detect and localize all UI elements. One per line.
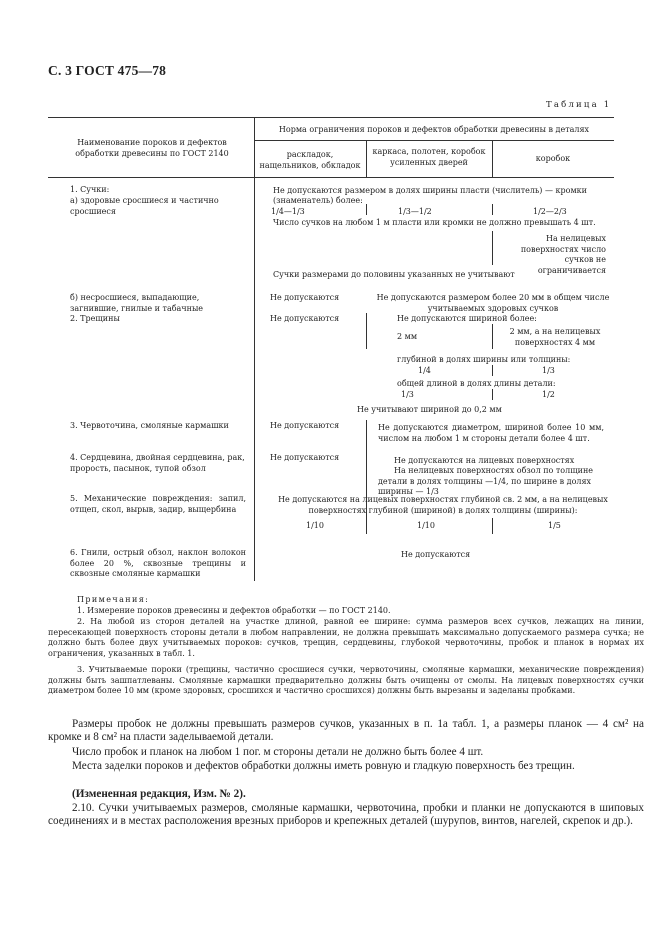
- row4-name: 4. Сердцевина, двойная сердцевина, рак, прорость, пасынок, тупой обзол: [70, 453, 245, 473]
- row6-name: 6. Гнили, острый обзол, наклон волокон более 20 %, сквозные трещины и сквозные смоляные кармашки: [70, 548, 246, 578]
- row6-span: Не допускаются: [401, 550, 471, 559]
- row5-col1-value: 1/10: [306, 521, 324, 530]
- row1-col3-note: На нелицевых поверхностях число сучков не ограничивается: [520, 234, 606, 275]
- row4-col23-line1: Не допускаются на лицевых поверхностях: [394, 456, 575, 465]
- note-1: 1. Измерение пороков древесины и дефектов обработки — по ГОСТ 2140.: [77, 606, 391, 615]
- note-2: 2. На любой из сторон деталей на участке длиной, равной ее ширине: сумма размеров всех сучков, лежащих на линии, пересекающей поверхность стороны детали в любом направлении, не должна превышать максимально допускаемого размера сучка; не должно быть более двух учитываемых пороков: сучков, трещин, сердцевины, глубокой червоточины, пробок и планок в нормах их ограничения, указанных в табл. 1.: [48, 617, 644, 658]
- row1-name: 1. Сучки:: [70, 185, 110, 194]
- row2-note: Не учитывают шириной до 0,2 мм: [357, 405, 502, 414]
- row2-depth-col2: 1/4: [418, 366, 431, 375]
- page-header: С. 3 ГОСТ 475—78: [48, 63, 167, 78]
- row2-length-rule: общей длиной в долях длины детали:: [397, 379, 556, 388]
- row1-half-note: Сучки размерами до половины указанных не учитывают: [273, 270, 515, 279]
- body-paragraph-3: Места заделки пороков и дефектов обработки должны иметь ровную и гладкую поверхность без трещин.: [72, 760, 575, 772]
- row2-col2-width: 2 мм: [397, 332, 418, 341]
- header-bottom-rule: [48, 177, 614, 178]
- row3-col1-value: Не допускаются: [270, 421, 340, 430]
- row2-length-col2: 1/3: [401, 390, 414, 399]
- row1-col2-value: 1/3—1/2: [398, 207, 432, 216]
- row1-col1-value: 1/4—1/3: [271, 207, 305, 216]
- row2-depth-col3: 1/3: [542, 366, 555, 375]
- subheader-3: коробок: [535, 154, 571, 163]
- header-split-rule: [254, 140, 614, 141]
- header-sub-divider-1: [366, 140, 367, 177]
- table-top-rule: [48, 117, 614, 118]
- row2-col3-width: 2 мм, а на нелицевых поверхностях 4 мм: [509, 327, 601, 347]
- row4-col23-line2: На нелицевых поверхностях обзол по толщине детали в долях толщины —1/4, по ширине в долях ширины — 1/3: [378, 466, 594, 496]
- row2-col1-value: Не допускаются: [270, 314, 340, 323]
- row1-mini-divider-1: [366, 204, 367, 215]
- row2-width-rule: Не допускаются шириной более:: [397, 314, 537, 323]
- row3-name: 3. Червоточина, смоляные кармашки: [70, 421, 229, 430]
- row5-span: Не допускаются на лицевых поверхностях глубиной св. 2 мм, а на нелицевых поверхностях глубиной (шириной) в долях толщины (ширины):: [278, 495, 608, 515]
- section-2-10: 2.10. Сучки учитываемых размеров, смоляные кармашки, червоточина, пробки и планки не допускаются в шиповых соединениях и в местах расположения врезных приборов и крепежных деталей (шурупов, винтов, нагелей, скрепок и др.).: [48, 802, 644, 828]
- subheader-2: каркаса, полотен, коробок усиленных дверей: [372, 147, 486, 167]
- row2-length-col3: 1/2: [542, 390, 555, 399]
- row2-length-divider: [492, 389, 493, 400]
- body-paragraph-1: Размеры пробок не должны превышать размеров сучков, указанных в п. 1а табл. 1, а размеры планок — 4 см² на кромке и 8 см² на пласти заделываемой детали.: [48, 718, 644, 744]
- row5-divider-2: [492, 518, 493, 534]
- row5-col2-value: 1/10: [417, 521, 435, 530]
- body-paragraph-2: Число пробок и планок на любом 1 пог. м стороны детали не должно быть более 4 шт.: [72, 746, 484, 758]
- row1b-col1-value: Не допускаются: [270, 293, 340, 302]
- norm-header: Норма ограничения пороков и дефектов обработки древесины в деталях: [278, 125, 590, 134]
- row1-mini-divider-2: [492, 204, 493, 215]
- row5-name: 5. Механические повреждения: запил, отщеп, скол, вырыв, задир, выщербина: [70, 494, 246, 514]
- row1-span-line2: (знаменатель) более:: [273, 196, 363, 205]
- row1-count-rule: Число сучков на любом 1 м пласти или кромки не должно превышать 4 шт.: [273, 218, 596, 227]
- notes-title: Примечания:: [77, 595, 150, 604]
- row2-left-divider: [366, 313, 367, 349]
- note-3: 3. Учитываемые пороки (трещины, частично сросшиеся сучки, червоточины, смоляные кармашки, механические повреждения) должны быть зашпатлеваны. Смоляные кармашки предварительно должны быть очищены от смолы. На лицевых поверхностях сучки диаметром более 10 мм (кроме здоровых, сросшихся и частично сросшихся) должны быть вырезаны и заделаны пробками.: [48, 665, 644, 696]
- row1a-name: а) здоровые сросшиеся и частично сросшиеся: [70, 196, 219, 216]
- row4-col1-value: Не допускаются: [270, 453, 340, 462]
- row2-depth-divider: [492, 365, 493, 376]
- header-sub-divider-2: [492, 140, 493, 177]
- row1b-col23-value: Не допускаются размером более 20 мм в общем числе учитываемых здоровых сучков: [376, 293, 610, 313]
- row2-name: 2. Трещины: [70, 314, 120, 323]
- row5-col3-value: 1/5: [548, 521, 561, 530]
- row1-note-divider: [492, 231, 493, 265]
- table-col-divider: [254, 117, 255, 581]
- row2-mid-divider: [492, 324, 493, 349]
- row2-depth-rule: глубиной в долях ширины или толщины:: [397, 355, 571, 364]
- table-number: Таблица 1: [546, 100, 612, 110]
- row3-col23-value: Не допускаются диаметром, шириной более 10 мм, числом на любом 1 м стороны детали более 4 шт.: [378, 423, 604, 443]
- row5-divider-1: [366, 518, 367, 534]
- row1-span-line1: Не допускаются размером в долях ширины пласти (числитель) — кромки: [273, 186, 587, 195]
- col1-header: Наименование пороков и дефектов обработки древесины по ГОСТ 2140: [75, 138, 229, 158]
- row1-col3-value: 1/2—2/3: [533, 207, 567, 216]
- subheader-1: раскладок, нащельников, обкладок: [259, 150, 361, 170]
- row1b-name: б) несросшиеся, выпадающие, загнившие, гнилые и табачные: [70, 293, 204, 313]
- change-note: (Измененная редакция, Изм. № 2).: [72, 788, 246, 800]
